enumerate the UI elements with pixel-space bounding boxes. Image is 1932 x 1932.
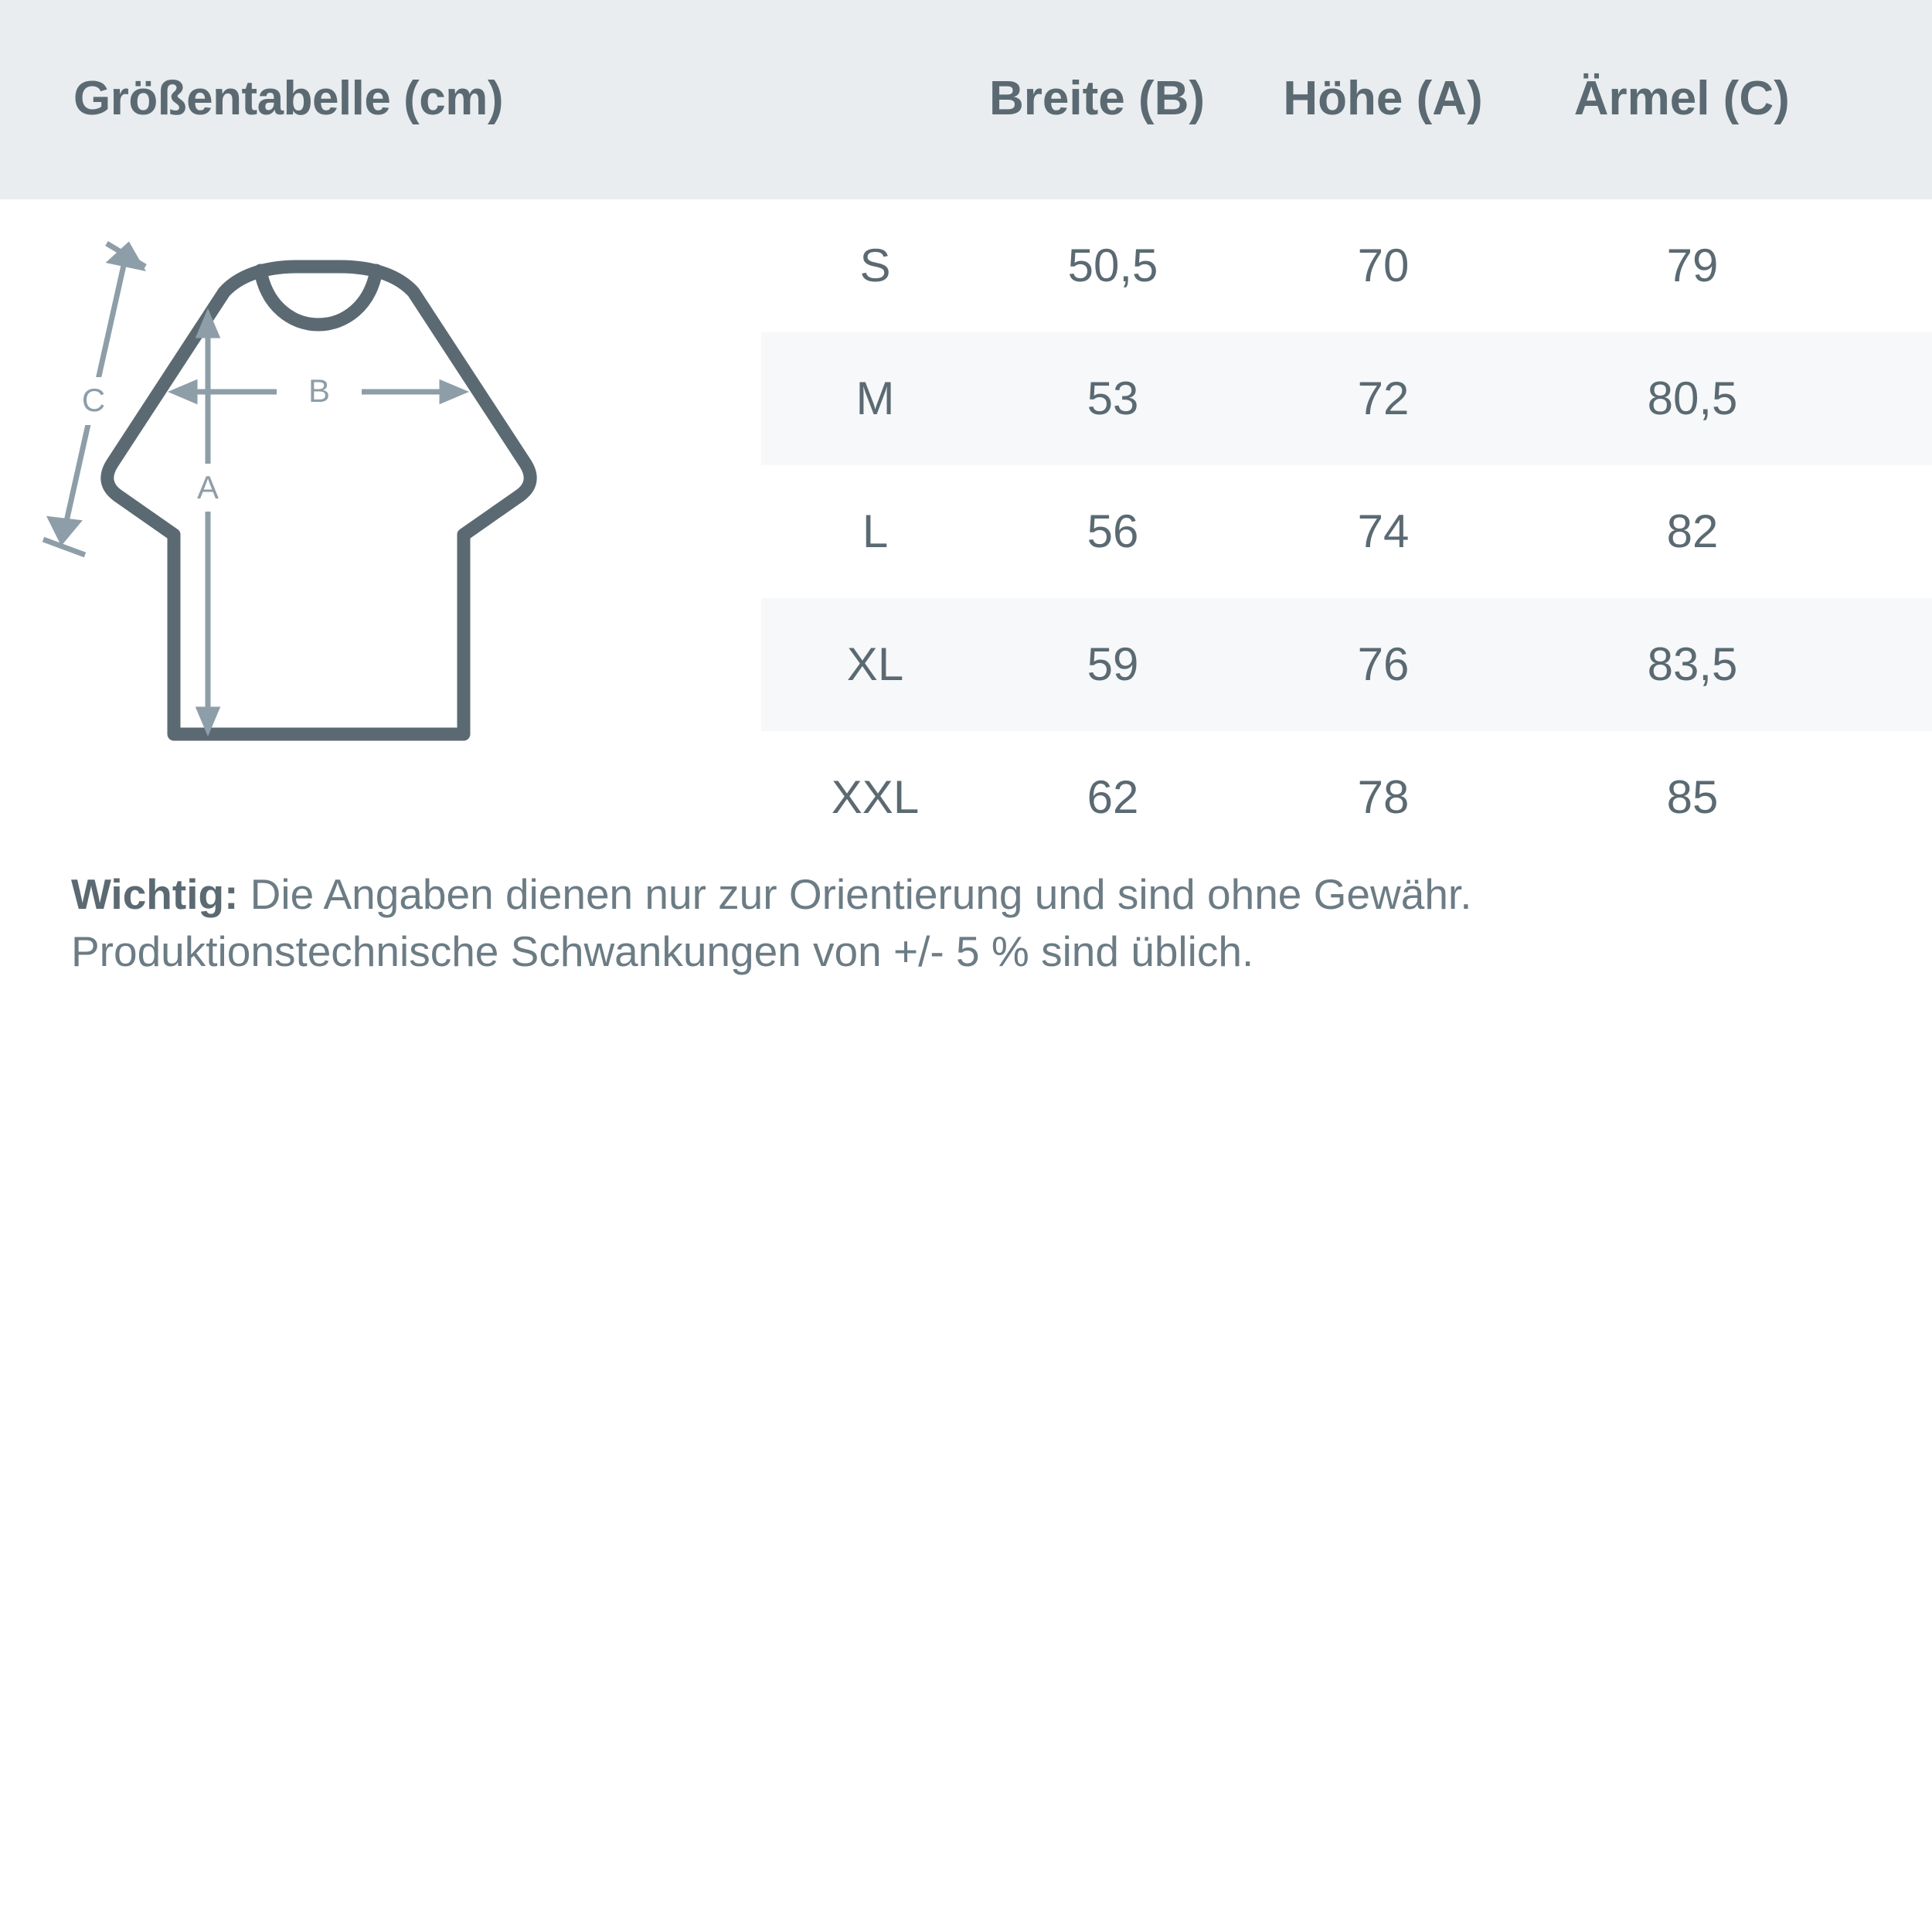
table-row <box>761 731 1932 864</box>
column-header-sleeve: Ärmel (C) <box>1573 72 1790 125</box>
cell-sleeve: 79 <box>1666 240 1719 291</box>
measure-b-label: B <box>308 372 331 409</box>
table-row <box>761 199 1932 332</box>
column-header-width: Breite (B) <box>989 72 1206 125</box>
cell-width: 62 <box>1087 771 1139 823</box>
table-row <box>761 332 1932 465</box>
cell-height: 70 <box>1357 240 1410 291</box>
cell-size: XXL <box>831 771 920 823</box>
column-header-height: Höhe (A) <box>1283 72 1483 125</box>
sweater-outline-icon <box>107 267 530 734</box>
disclaimer-line-1: Die Angaben dienen nur zur Orientierung und sind ohne Gewähr. <box>238 870 1472 918</box>
cell-sleeve: 80,5 <box>1647 372 1738 424</box>
cell-sleeve: 82 <box>1666 505 1719 557</box>
cell-width: 59 <box>1087 638 1139 690</box>
cell-size: S <box>859 240 891 291</box>
disclaimer-line-2: Produktionstechnische Schwankungen von +/- 5 % sind üblich. <box>71 927 1254 976</box>
cell-sleeve: 83,5 <box>1647 638 1738 690</box>
cell-height: 76 <box>1357 638 1410 690</box>
column-headers <box>989 71 1866 126</box>
table-row <box>761 465 1932 598</box>
garment-diagram <box>31 232 819 835</box>
table-header-bar <box>0 0 1932 199</box>
measure-c-label: C <box>81 382 106 418</box>
cell-height: 78 <box>1357 771 1410 823</box>
cell-width: 56 <box>1087 505 1139 557</box>
cell-width: 50,5 <box>1067 240 1158 291</box>
measure-a <box>199 315 216 730</box>
cell-size: L <box>862 505 889 557</box>
measure-a-label: A <box>196 469 219 505</box>
table-row <box>761 598 1932 731</box>
size-table <box>761 199 1932 864</box>
cell-size: M <box>855 372 895 424</box>
disclaimer-label: Wichtig: <box>71 870 239 918</box>
disclaimer-note <box>71 866 1872 981</box>
cell-height: 74 <box>1357 505 1410 557</box>
cell-size: XL <box>846 638 904 690</box>
cell-sleeve: 85 <box>1666 771 1719 823</box>
page-title: Größentabelle (cm) <box>73 72 503 125</box>
cell-width: 53 <box>1087 372 1139 424</box>
cell-height: 72 <box>1357 372 1410 424</box>
